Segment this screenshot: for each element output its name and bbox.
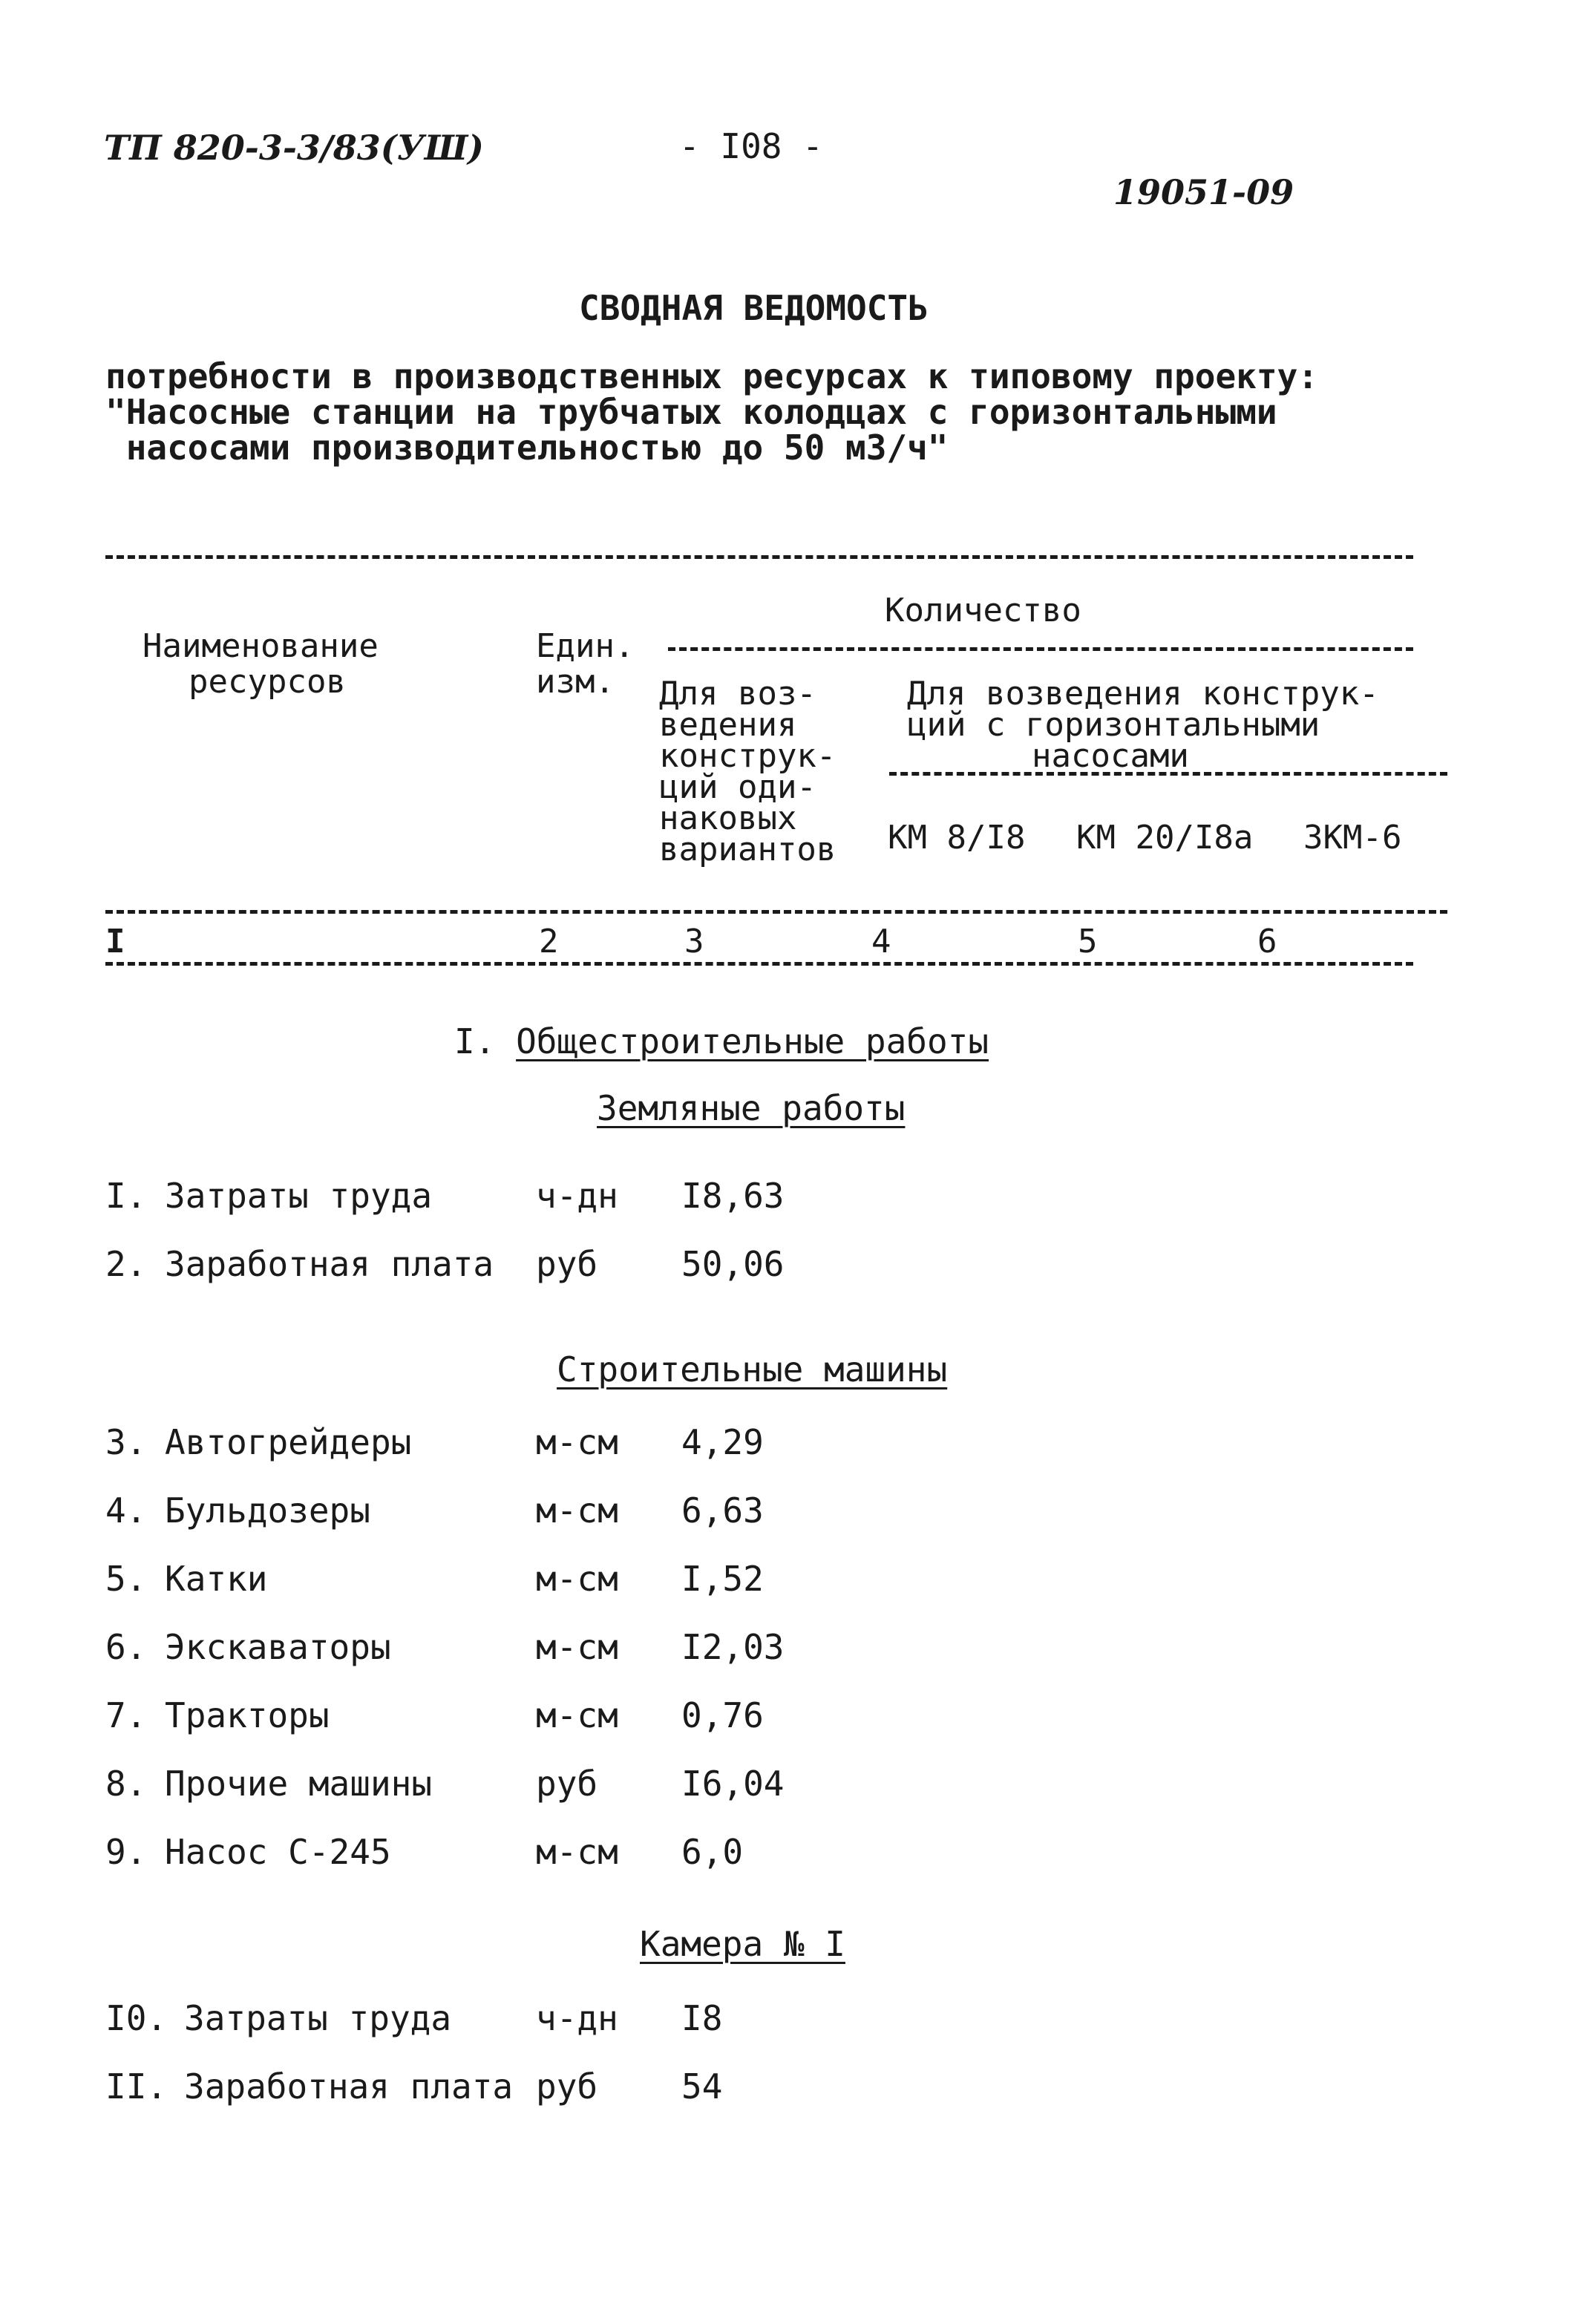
subtitle-line-3: насосами производительностью до 50 м3/ч": [105, 428, 949, 468]
col-number-4: 4: [871, 923, 891, 960]
row-unit: ч-дн: [536, 1998, 618, 2038]
row-name: Затраты труда: [184, 1998, 452, 2038]
row-value: I,52: [681, 1559, 764, 1599]
unit-col-header-2: изм.: [536, 663, 615, 701]
row-name: Заработная плата: [184, 2066, 514, 2107]
km-rule: [889, 772, 1447, 776]
row-number: II.: [105, 2066, 168, 2107]
col-number-3: 3: [684, 923, 704, 960]
row-value: 4,29: [681, 1422, 764, 1462]
table-top-rule: [105, 555, 1413, 559]
row-number: 2.: [105, 1244, 147, 1284]
row-unit: руб: [536, 1244, 598, 1284]
name-col-header-1: Наименование: [143, 627, 379, 665]
row-value: I2,03: [681, 1627, 785, 1667]
same-variants-header-3: конструк-: [659, 737, 837, 775]
row-value: 54: [681, 2066, 723, 2107]
quantity-rule: [668, 647, 1413, 651]
km-8-18-header: КМ 8/I8: [888, 819, 1026, 857]
row-name: Заработная плата: [165, 1244, 494, 1284]
header-bottom-rule: [105, 910, 1447, 914]
row-value: 6,63: [681, 1490, 764, 1531]
row-value: 50,06: [681, 1244, 785, 1284]
unit-col-header-1: Един.: [536, 627, 635, 665]
row-name: Прочие машины: [165, 1764, 433, 1804]
same-variants-header-4: ций оди-: [659, 768, 816, 806]
row-unit: м-см: [536, 1559, 618, 1599]
col-number-1: I: [105, 923, 125, 960]
row-name: Тракторы: [165, 1695, 330, 1735]
col-number-2: 2: [539, 923, 559, 960]
section-construction-machines: Строительные машины: [557, 1349, 948, 1390]
row-name: Катки: [165, 1559, 268, 1599]
section-chamber-1: Камера № I: [640, 1924, 845, 1964]
horizontal-pumps-header-3: насосами: [1032, 737, 1189, 775]
quantity-header: Количество: [885, 592, 1081, 629]
row-value: 0,76: [681, 1695, 764, 1735]
section-earth-works: Земляные работы: [597, 1088, 906, 1128]
row-unit: руб: [536, 1764, 598, 1804]
row-number: 4.: [105, 1490, 147, 1531]
row-number: 9.: [105, 1832, 147, 1872]
row-number: I0.: [105, 1998, 168, 2038]
row-number: I.: [105, 1176, 147, 1216]
page-number: - I08 -: [679, 126, 823, 166]
col-number-rule: [105, 962, 1413, 966]
name-col-header-2: ресурсов: [189, 663, 346, 701]
project-code: ТП 820-3-3/83(УШ): [104, 128, 484, 168]
row-value: 6,0: [681, 1832, 744, 1872]
same-variants-header-1: Для воз-: [659, 675, 816, 713]
row-name: Затраты труда: [165, 1176, 433, 1216]
row-name: Автогрейдеры: [165, 1422, 412, 1462]
col-number-5: 5: [1078, 923, 1098, 960]
row-value: I6,04: [681, 1764, 785, 1804]
row-unit: м-см: [536, 1695, 618, 1735]
row-value: I8,63: [681, 1176, 785, 1216]
row-number: 3.: [105, 1422, 147, 1462]
document-title: СВОДНАЯ ВЕДОМОСТЬ: [579, 288, 929, 328]
row-name: Бульдозеры: [165, 1490, 370, 1531]
subtitle-line-2: "Насосные станции на трубчатых колодцах с горизонтальными: [105, 392, 1277, 432]
row-number: 8.: [105, 1764, 147, 1804]
horizontal-pumps-header-1: Для возведения конструк-: [907, 675, 1379, 713]
3km-6-header: 3КМ-6: [1303, 819, 1402, 857]
km-20-18a-header: КМ 20/I8а: [1076, 819, 1254, 857]
same-variants-header-5: наковых: [659, 799, 797, 837]
row-number: 6.: [105, 1627, 147, 1667]
row-value: I8: [681, 1998, 723, 2038]
row-number: 5.: [105, 1559, 147, 1599]
row-number: 7.: [105, 1695, 147, 1735]
row-name: Экскаваторы: [165, 1627, 391, 1667]
row-unit: м-см: [536, 1490, 618, 1531]
horizontal-pumps-header-2: ций с горизонтальными: [907, 706, 1320, 744]
row-unit: м-см: [536, 1422, 618, 1462]
row-name: Насос С-245: [165, 1832, 391, 1872]
same-variants-header-2: ведения: [659, 706, 797, 744]
row-unit: ч-дн: [536, 1176, 618, 1216]
document-id: 19051-09: [1113, 172, 1294, 212]
row-unit: руб: [536, 2066, 598, 2107]
row-unit: м-см: [536, 1832, 618, 1872]
subtitle-line-1: потребности в производственных ресурсах к типовому проекту:: [105, 356, 1318, 396]
same-variants-header-6: вариантов: [659, 831, 837, 868]
section-general-works: I. Общестроительные работы: [454, 1021, 989, 1061]
col-number-6: 6: [1257, 923, 1277, 960]
row-unit: м-см: [536, 1627, 618, 1667]
